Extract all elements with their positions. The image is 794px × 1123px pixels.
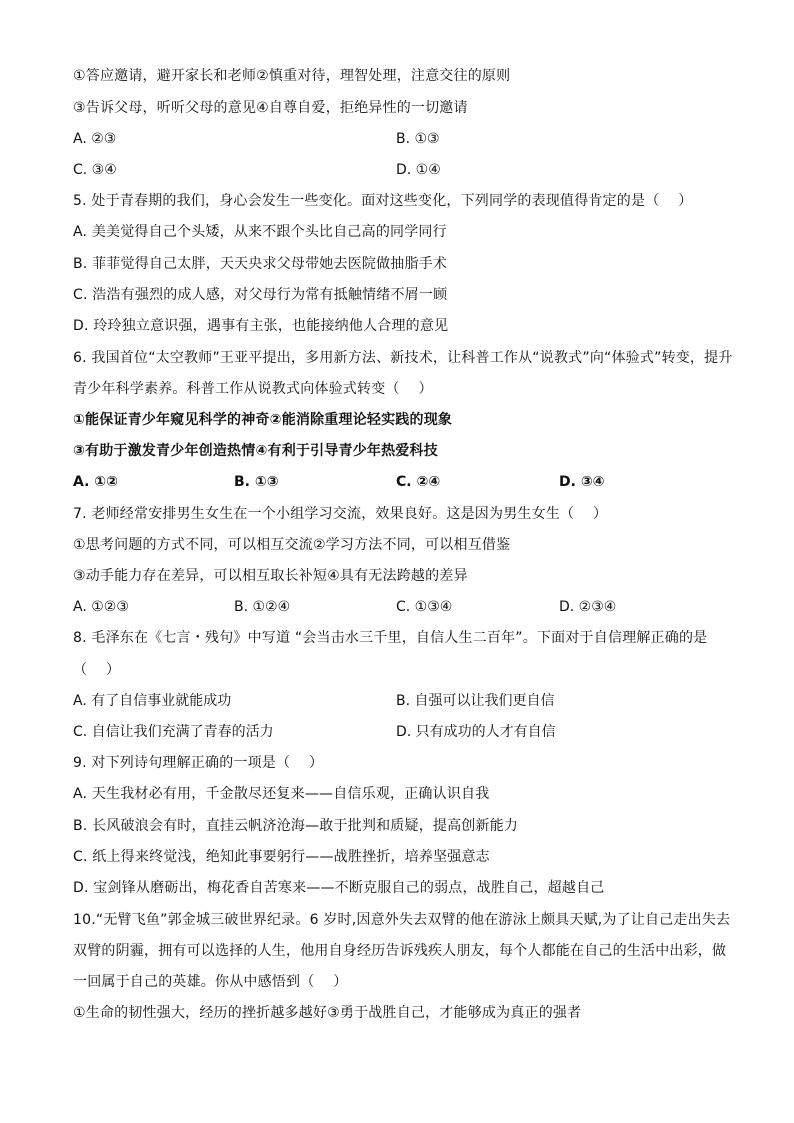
q8-stem-line-2: （ ） (73, 662, 121, 678)
q6-stem-line-2: 青少年科学素养。科普工作从说教式向体验式转变（ ） (73, 381, 433, 397)
q7-stem: 7. 老师经常安排男生女生在一个小组学习交流，效果良好。这是因为男生女生（ ） (73, 506, 608, 522)
q4-option-c[interactable]: C. ③④ (73, 162, 117, 178)
q7-option-a[interactable]: A. ①②③ (73, 599, 129, 615)
q4-options-row-1 (73, 129, 723, 149)
q6-option-d[interactable]: D. ③④ (559, 474, 605, 490)
q9-option-c[interactable]: C. 纸上得来终觉浅，绝知此事要躬行——战胜挫折，培养坚强意志 (73, 849, 490, 865)
q6-stem-line-1: 6. 我国首位“太空教师”王亚平提出，多用新方法、新技术，让科普工作从“说教式”向“体验式”转变，提升 (73, 350, 733, 366)
q6-option-b[interactable]: B. ①③ (234, 474, 279, 490)
q4-option-d[interactable]: D. ①④ (396, 162, 441, 178)
q9-option-d[interactable]: D. 宝剑锋从磨砺出，梅花香自苦寒来——不断克服自己的弱点，战胜自己，超越自己 (73, 880, 605, 896)
q6-statement-3-4: ③有助于激发青少年创造热情④有利于引导青少年热爱科技 (73, 443, 438, 459)
q4-options-row-2 (73, 160, 723, 180)
q7-statement-3-4: ③动手能力存在差异，可以相互取长补短④具有无法跨越的差异 (73, 568, 468, 584)
q8-option-c[interactable]: C. 自信让我们充满了青春的活力 (73, 724, 274, 740)
q7-option-c[interactable]: C. ①③④ (396, 599, 453, 615)
q4-option-a[interactable]: A. ②③ (73, 131, 117, 147)
q10-stem-line-3: 一回属于自己的英雄。你从中感悟到（ ） (73, 974, 348, 990)
q9-option-a[interactable]: A. 天生我材必有用，千金散尽还复来——自信乐观，正确认识自我 (73, 786, 490, 802)
q7-option-b[interactable]: B. ①②④ (234, 599, 291, 615)
q5-option-b[interactable]: B. 菲菲觉得自己太胖，天天央求父母带她去医院做抽脂手术 (73, 256, 448, 272)
q8-option-a[interactable]: A. 有了自信事业就能成功 (73, 693, 232, 709)
q9-stem: 9. 对下列诗句理解正确的一项是（ ） (73, 755, 324, 771)
q4-option-b[interactable]: B. ①③ (396, 131, 440, 147)
q5-stem: 5. 处于青春期的我们，身心会发生一些变化。面对这些变化，下列同学的表现值得肯定的是（ ） (73, 193, 693, 209)
q9-option-b[interactable]: B. 长风破浪会有时，直挂云帆济沧海—敢于批判和质疑，提高创新能力 (73, 818, 519, 834)
q7-options-row (73, 597, 723, 617)
q7-option-d[interactable]: D. ②③④ (559, 599, 617, 615)
q8-stem-line-1: 8. 毛泽东在《七言・残句》中写道 “会当击水三千里，自信人生二百年”。下面对于自信理解正确的是 (73, 630, 708, 646)
q6-option-c[interactable]: C. ②④ (396, 474, 441, 490)
q10-stem-line-2: 双臂的阴霾，拥有可以选择的人生，他用自身经历告诉残疾人朋友，每个人都能在自己的生活中出彩，做 (73, 943, 727, 959)
q4-statement-1-2: ①答应邀请，避开家长和老师②慎重对待，理智处理，注意交往的原则 (73, 68, 511, 84)
q8-option-d[interactable]: D. 只有成功的人才有自信 (396, 724, 556, 740)
q6-statement-1-2: ①能保证青少年窥见科学的神奇②能消除重理论轻实践的现象 (73, 412, 453, 428)
q7-statement-1-2: ①思考问题的方式不同，可以相互交流②学习方法不同，可以相互借鉴 (73, 537, 511, 553)
q6-option-a[interactable]: A. ①② (73, 474, 118, 490)
q10-stem-line-1: 10.“无臂飞鱼”郭金城三破世界纪录。6 岁时,因意外失去双臂的他在游泳上颇具天赋,为了让自己走出失去 (73, 912, 731, 928)
q4-statement-3-4: ③告诉父母，听听父母的意见④自尊自爱，拒绝异性的一切邀请 (73, 100, 468, 116)
q6-options-row (73, 472, 723, 492)
q10-statement-1-3: ①生命的韧性强大，经历的挫折越多越好③勇于战胜自己，才能够成为真正的强者 (73, 1005, 582, 1021)
q8-options-row-1 (73, 691, 723, 711)
q5-option-d[interactable]: D. 玲玲独立意识强，遇事有主张，也能接纳他人合理的意见 (73, 318, 449, 334)
q5-option-c[interactable]: C. 浩浩有强烈的成人感，对父母行为常有抵触情绪不屑一顾 (73, 287, 448, 303)
q5-option-a[interactable]: A. 美美觉得自己个头矮，从来不跟个头比自己高的同学同行 (73, 224, 447, 240)
q8-options-row-2 (73, 722, 723, 742)
q8-option-b[interactable]: B. 自强可以让我们更自信 (396, 693, 555, 709)
